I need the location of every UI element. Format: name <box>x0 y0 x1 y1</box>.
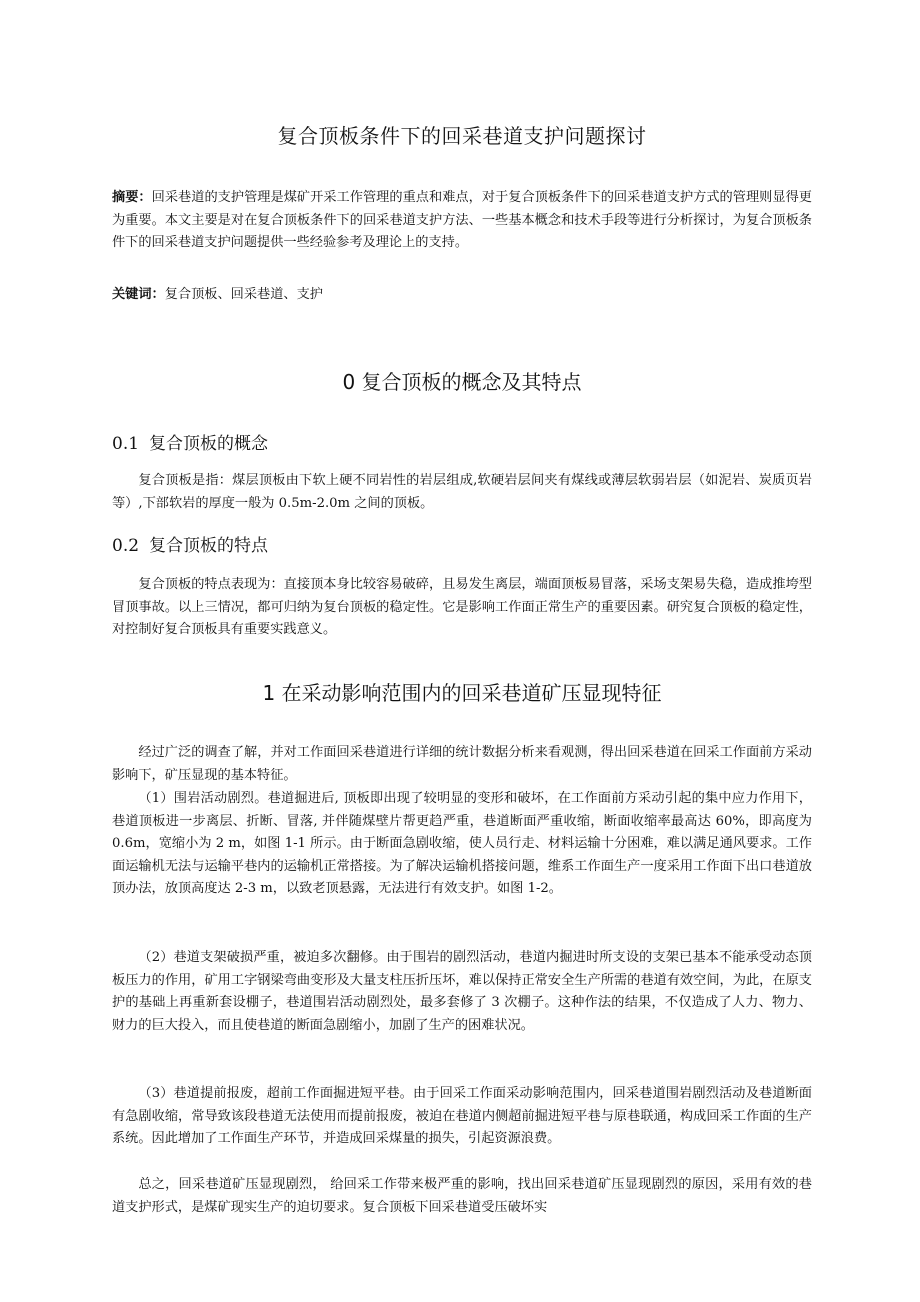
abstract <box>112 187 812 255</box>
section-0-2-paragraph: 复合顶板的特点表现为：直接顶本身比较容易破碎，且易发生离层，端面顶板易冒落，采场支架易失稳，造成推垮型冒顶事故。以上三情况，都可归纳为复台顶板的稳定性。它是影响工作面正常生产的重要因素。研究复合顶板的稳定性，对控制好复合顶板具有重要实践意义。 <box>112 577 812 638</box>
section-0-2-heading <box>112 533 812 559</box>
section-0-2-number: 0.2 <box>112 536 140 556</box>
section-0-2-title: 复合顶板的特点 <box>149 536 269 556</box>
section-0-1-number: 0.1 <box>112 434 140 454</box>
section-1-paragraph-2: （2）巷道支架破损严重，被迫多次翻修。由于围岩的剧烈活动，巷道内掘进时所支设的支架已基本不能承受动态顶板压力的作用，矿用工字钢梁弯曲变形及大量支柱压折压坏，难以保持正常安全生产所需的巷道有效空间，为此，在原支护的基础上再重新套设棚子，巷道围岩活动剧烈处，最多套修了 3 次棚子。这种作法的结果，不仅造成了人力、物力、财力的巨大投入，而且使巷道的断面急剧缩小，加剧了生产的困难状况。 <box>112 950 812 1033</box>
section-1-heading: 1 在采动影响范围内的回采巷道矿压显现特征 <box>262 681 662 705</box>
section-0-1-paragraph: 复合顶板是指：煤层顶板由下软上硬不同岩性的岩层组成,软硬岩层间夹有煤线或薄层软弱岩层（如泥岩、炭质页岩等）,下部软岩的厚度一般为 0.5m-2.0m 之间的顶板。 <box>112 473 812 511</box>
abstract-label: 摘要： <box>112 190 152 205</box>
abstract-text: 回采巷道的支护管理是煤矿开采工作管理的重点和难点，对于复合顶板条件下的回采巷道支护方式的管理则显得更为重要。本文主要是对在复合顶板条件下的回采巷道支护方法、一些基本概念和技术手段等进行分析探讨，为复合顶板条件下的回采巷道支护问题提供一些经验参考及理论上的支持。 <box>112 190 812 250</box>
section-1-paragraph-intro: 经过广泛的调查了解，并对工作面回采巷道进行详细的统计数据分析来看观测，得出回采巷道在回采工作面前方采动影响下，矿压显现的基本特征。 <box>112 745 812 783</box>
section-0-heading: 0 复合顶板的概念及其特点 <box>342 370 582 394</box>
keywords-label: 关键词： <box>112 287 165 302</box>
keywords-text: 复合顶板、回采巷道、支护 <box>164 287 323 302</box>
keywords <box>112 284 812 306</box>
section-0-1-heading <box>112 431 812 457</box>
document-title: 复合顶板条件下的回采巷道支护问题探讨 <box>277 124 647 148</box>
section-1-paragraph-3: （3）巷道提前报废，超前工作面掘进短平巷。由于回采工作面采动影响范围内，回采巷道围岩剧烈活动及巷道断面有急剧收缩，常导致该段巷道无法使用而提前报废，被迫在巷道内侧超前掘进短平巷与原巷联通，构成回采工作面的生产系统。因此增加了工作面生产环节，并造成回采煤量的损失，引起资源浪费。 <box>112 1086 812 1147</box>
section-1-paragraph-1: （1）围岩活动剧烈。巷道掘进后, 顶板即出现了较明显的变形和破坏，在工作面前方采动引起的集中应力作用下，巷道顶板进一步离层、折断、冒落, 并伴随煤壁片帮更趋严重，巷道断面严重收缩，断面收缩率最高达 60%，即高度为 0.6m，宽缩小为 2 m，如图 1-1 所示。由于断面急剧收缩，使人员行走、材料运输十分困难，难以满足通风要求。工作面运输机无法与运输平巷内的运输机正常搭接。为了解决运输机搭接问题，维系工作面生产一度采用工作面下出口巷道放顶办法，放顶高度达 2-3 m，以致老顶悬露，无法进行有效支护。如图 1-2。 <box>112 791 812 897</box>
section-1-paragraph-4: 总之，回采巷道矿压显现剧烈， 给回采工作带来极严重的影响，找出回采巷道矿压显现剧烈的原因，采用有效的巷道支护形式，是煤矿现实生产的迫切要求。复合顶板下回采巷道受压破坏实 <box>112 1177 812 1215</box>
section-0-1-title: 复合顶板的概念 <box>149 434 269 454</box>
